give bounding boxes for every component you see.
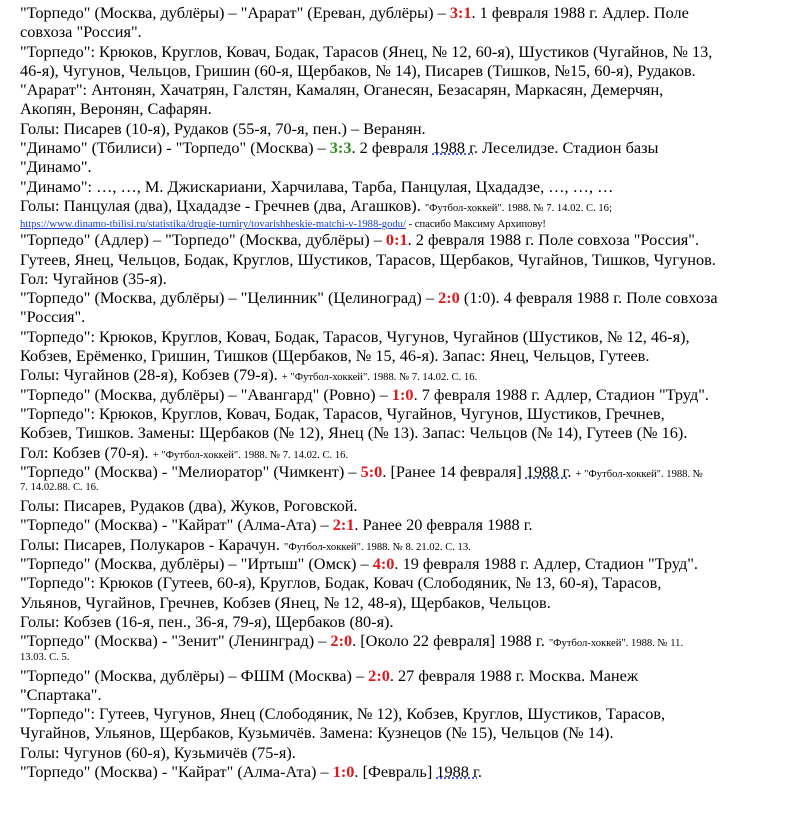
source-citation: + "Футбол-хоккей". 1988. № 7. 14.02. С. 16. — [152, 449, 349, 461]
match-details: . [Ранее 14 февраля] — [382, 461, 526, 481]
match-line — [20, 385, 792, 404]
lineup-text: "Арарат": Антонян, Хачатрян, Галстян, Камалян, Оганесян, Безасарян, Маркасян, Демерчян, — [20, 80, 664, 100]
match-line — [20, 462, 792, 481]
lineup-text: "Торпедо": Гутеев, Чугунов, Янец (Слободяник, № 12), Кобзев, Круглов, Шустиков, Тарасов, — [20, 704, 666, 724]
source-citation: "Футбол-хоккей". 1988. № 8. 21.02. С. 13. — [284, 541, 471, 553]
lineup-text: 46-я), Чугунов, Чельцов, Гришин (60-я, Щербаков, № 14), Писарев (Тишков, №15, 60-я), Рудаков. — [20, 60, 696, 80]
goals-line — [20, 196, 792, 215]
lineup-text: "Торпедо": Крюков, Круглов, Ковач, Бодак, Тарасов, Чугайнов, Чугунов, Шустиков, Гречнев, — [20, 403, 665, 423]
match-teams: "Торпедо" (Москва) - "Кайрат" (Алма-Ата) – — [20, 515, 333, 535]
match-score: 2:1 — [332, 515, 355, 535]
match-line — [20, 138, 792, 157]
goals-text: Голы: Писарев, Полукаров - Карачун. — [20, 534, 285, 554]
match-score: 1:0 — [332, 761, 355, 781]
match-teams: "Торпедо" (Москва, дублёры) – ФШМ (Москва) – — [20, 665, 369, 685]
source-citation: 13.03. С. 5. — [20, 651, 70, 663]
goals-text: Голы: Панцулая (два), Цхададзе - Гречнев (два, Агашков). — [20, 195, 425, 215]
match-line — [20, 515, 792, 534]
goals-line — [20, 365, 792, 384]
match-score: 4:0 — [372, 554, 395, 574]
source-citation: + "Футбол-хоккей". 1988. № — [575, 468, 703, 480]
goals-text: Гол: Кобзев (70-я). — [20, 442, 153, 462]
match-year: 1988 г — [436, 761, 478, 781]
goals-text: Голы: Чугайнов (28-я), Кобзев (79-я). — [20, 365, 282, 385]
match-details: . 7 февраля 1988 г. Адлер, Стадион "Труд". — [413, 384, 709, 404]
goals-text: Голы: Писарев (10-я), Рудаков (55-я, 70-я, пен.) – Веранян. — [20, 118, 426, 138]
match-score: 2:0 — [438, 288, 460, 308]
match-score: 2:0 — [330, 631, 353, 651]
match-year: 1988 г — [432, 138, 474, 158]
match-teams: "Торпедо" (Адлер) – "Торпедо" (Москва, дублёры) – — [20, 230, 386, 250]
match-score: 2:0 — [368, 665, 390, 685]
source-citation: 7. 14.02.88. С. 16. — [20, 482, 99, 494]
match-details: . 27 февраля 1988 г. Москва. Манеж — [389, 665, 639, 685]
match-teams: "Торпедо" (Москва, дублёры) – "Арарат" (Ереван, дублёры) – — [20, 3, 450, 22]
thanks-note: - спасибо Максиму Архипову! — [405, 219, 546, 231]
match-score: 3:3 — [329, 138, 352, 158]
lineup-text: Кобзев, Тишков. Замены: Щербаков (№ 12), Янец (№ 13). Запас: Чельцов (№ 14), Гутеев (№ 16). — [20, 423, 688, 443]
lineup-text: "Торпедо": Крюков, Круглов, Ковач, Бодак, Тарасов, Чугунов, Чугайнов (Шустиков, № 12, 46-я), — [20, 326, 690, 346]
match-details: . 19 февраля 1988 г. Адлер, Стадион "Труд". — [394, 554, 698, 574]
match-details: . Леселидзе. Стадион базы — [473, 138, 659, 158]
lineup-text: Гутеев, Янец, Чельцов, Бодак, Круглов, Шустиков, Тарасов, Щербаков, Чугайнов, Тишков, Чугунов. — [20, 249, 716, 269]
goals-text: Голы: Кобзев (16-я, пен., 36-я, 79-я), Щербаков (80-я). — [20, 611, 394, 631]
match-teams: "Торпедо" (Москва, дублёры) – "Целинник" (Целиноград) – — [20, 288, 439, 308]
lineup-text: "Динамо": …, …, М. Джискариани, Харчилава, Тарба, Панцулая, Цхададзе, …, …, … — [20, 176, 614, 196]
match-line — [20, 230, 792, 249]
match-details: . 2 февраля — [351, 138, 433, 158]
goals-text: Голы: Чугунов (60-я), Кузьмичёв (75-я). — [20, 742, 296, 762]
match-details: совхоза "Россия". — [20, 22, 142, 42]
lineup-text: Акопян, Веронян, Сафарян. — [20, 99, 212, 119]
goals-line — [20, 443, 792, 462]
match-line — [20, 666, 792, 685]
match-teams: "Торпедо" (Москва, дублёры) – "Иртыш" (Омск) – — [20, 554, 373, 574]
match-details: . 2 февраля 1988 г. Поле совхоза "Россия". — [407, 230, 700, 250]
match-line — [20, 554, 792, 573]
match-details: "Динамо". — [20, 157, 92, 177]
source-citation: "Футбол-хоккей". 1988. № 11. — [548, 638, 684, 650]
match-details: . — [567, 461, 576, 481]
lineup-text: "Торпедо": Крюков (Гутеев, 60-я), Круглов, Бодак, Ковач (Слободяник, № 13, 60-я), Тарасов, — [20, 573, 662, 593]
match-line — [20, 3, 792, 22]
match-teams: "Торпедо" (Москва) - "Мелиоратор" (Чимкент) – — [20, 461, 361, 481]
goals-text: Гол: Чугайнов (35-я). — [20, 268, 167, 288]
match-line — [20, 631, 792, 650]
match-teams: "Динамо" (Тбилиси) - "Торпедо" (Москва) – — [20, 138, 330, 158]
lineup-text: Ульянов, Чугайнов, Гречнев, Кобзев (Янец, № 12, 48-я), Щербаков, Чельцов. — [20, 592, 551, 612]
match-teams: "Торпедо" (Москва, дублёры) – "Авангард" (Ровно) – — [20, 384, 392, 404]
lineup-text: "Торпедо": Крюков, Круглов, Ковач, Бодак, Тарасов (Янец, № 12, 60-я), Шустиков (Чугайнов, № 13, — [20, 41, 713, 61]
match-score: 1:0 — [391, 384, 414, 404]
match-year: 1988 г — [525, 461, 568, 481]
match-details: . [Февраль] — [354, 761, 437, 781]
goals-line — [20, 535, 792, 554]
goals-text: Голы: Писарев, Рудаков (два), Жуков, Роговской. — [20, 496, 358, 516]
match-teams: "Торпедо" (Москва) - "Зенит" (Ленинград) – — [20, 631, 331, 651]
source-citation: + "Футбол-хоккей". 1988. № 7. 14.02. С. 16. — [281, 372, 478, 384]
match-line — [20, 762, 792, 781]
match-details: . — [477, 761, 482, 781]
match-details: "Россия". — [20, 307, 86, 327]
lineup-text: Кобзев, Ерёменко, Гришин, Тишков (Щербаков, № 15, 46-я). Запас: Янец, Чельцов, Гутеев. — [20, 346, 650, 366]
match-teams: "Торпедо" (Москва) - "Кайрат" (Алма-Ата) – — [20, 761, 333, 781]
match-details: . [Около 22 февраля] 1988 г. — [352, 631, 549, 651]
match-score: 3:1 — [449, 3, 472, 22]
match-details: . 1 февраля 1988 г. Адлер. Поле — [471, 3, 689, 22]
source-link[interactable]: https://www.dinamo-tbilisi.ru/statistika/drugie-turniry/tovarishheskie-matchi-v-1988-godu/ — [20, 219, 406, 231]
match-score: 5:0 — [360, 461, 383, 481]
match-details: (1:0). 4 февраля 1988 г. Поле совхоза — [459, 288, 718, 308]
lineup-text: Чугайнов, Ульянов, Щербаков, Кузьмичёв. Замена: Кузнецов (№ 15), Чельцов (№ 14). — [20, 723, 614, 743]
match-details: . Ранее 20 февраля 1988 г. — [354, 515, 533, 535]
match-line — [20, 288, 792, 307]
match-score: 0:1 — [385, 230, 408, 250]
match-details: "Спартака". — [20, 684, 102, 704]
document-body — [20, 3, 792, 781]
source-citation: "Футбол-хоккей". 1988. № 7. 14.02. С. 16; — [424, 202, 612, 214]
source-line — [20, 215, 792, 230]
